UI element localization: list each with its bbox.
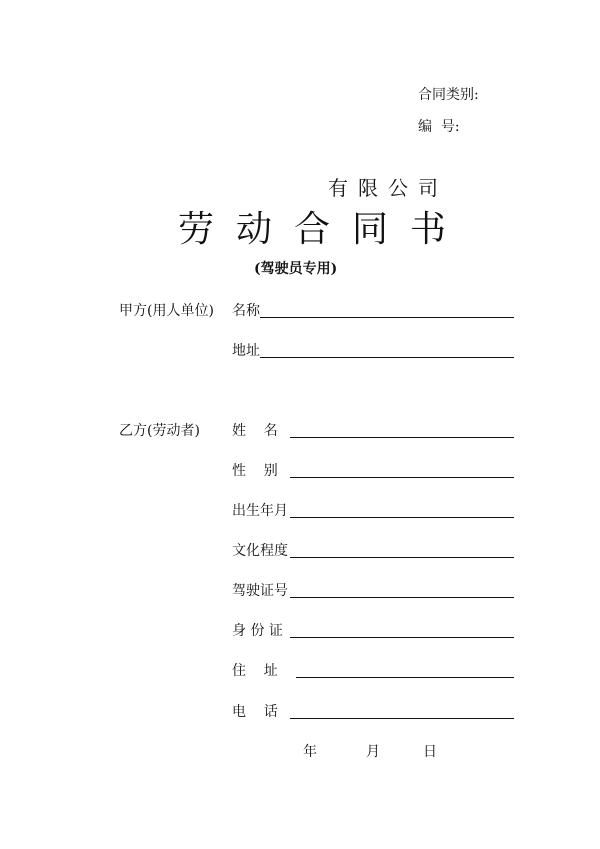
contract-number-label: 编 号: — [418, 119, 460, 135]
party-b-education-field[interactable] — [290, 557, 514, 558]
document-subtitle: (驾驶员专用) — [254, 261, 338, 277]
date-year-label: 年 — [303, 744, 317, 760]
party-a-name-field[interactable] — [260, 317, 514, 318]
party-b-phone-field[interactable] — [290, 718, 514, 719]
company-name: 有限公司 — [328, 176, 448, 200]
party-b-id-label: 身 份 证 — [232, 623, 283, 639]
date-day-label: 日 — [423, 744, 437, 760]
party-b-phone-label: 电 话 — [232, 704, 278, 720]
party-b-birth-field[interactable] — [290, 517, 514, 518]
contract-type-label: 合同类别: — [418, 87, 479, 103]
party-b-birth-label: 出生年月 — [232, 503, 288, 519]
party-a-address-field[interactable] — [260, 357, 514, 358]
party-b-license-field[interactable] — [290, 597, 514, 598]
date-month-label: 月 — [366, 744, 380, 760]
party-b-address-field[interactable] — [296, 677, 514, 678]
party-a-name-label: 名称 — [232, 303, 260, 319]
party-b-gender-label: 性 别 — [232, 463, 278, 479]
party-b-name-label: 姓 名 — [232, 423, 278, 439]
party-a-address-label: 地址 — [232, 343, 260, 359]
party-b-id-field[interactable] — [290, 637, 514, 638]
party-a-label: 甲方(用人单位) — [119, 303, 214, 319]
party-b-name-field[interactable] — [290, 437, 514, 438]
party-b-education-label: 文化程度 — [232, 543, 288, 559]
party-b-license-label: 驾驶证号 — [232, 583, 288, 599]
party-b-gender-field[interactable] — [290, 477, 514, 478]
party-b-address-label: 住 址 — [232, 663, 278, 679]
document-title: 劳动合同书 — [178, 209, 469, 250]
party-b-label: 乙方(劳动者) — [119, 423, 200, 439]
